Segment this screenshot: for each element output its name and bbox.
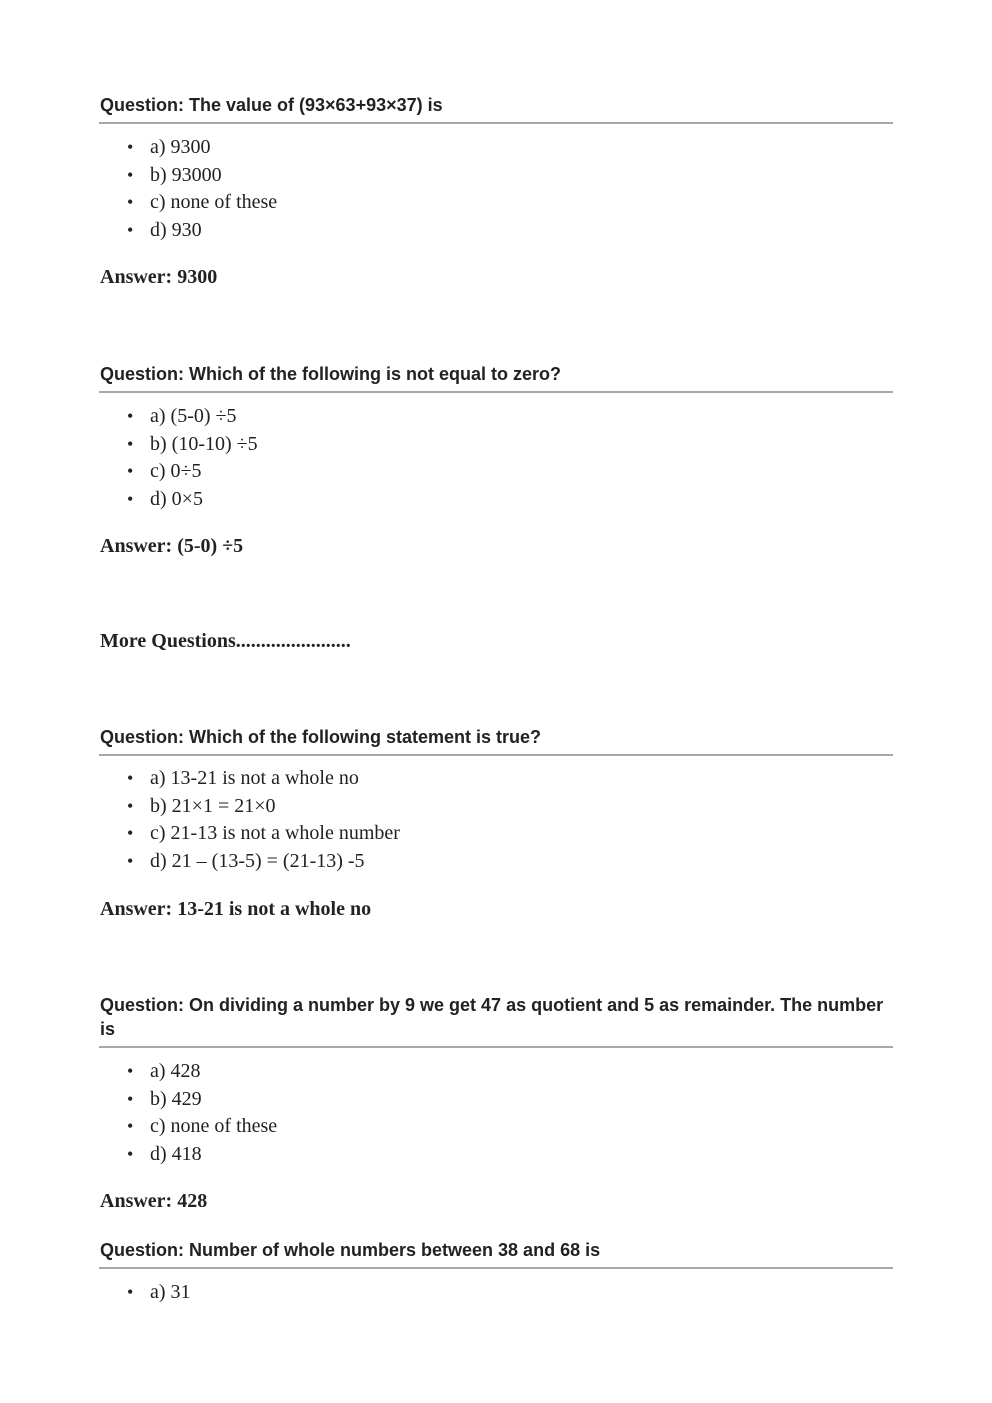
options-list [100, 403, 258, 514]
option-text: b) (10-10) ÷5 [150, 432, 258, 455]
option-text: d) 0×5 [150, 488, 203, 511]
bullet-icon: • [127, 1282, 134, 1302]
question-heading: Question: Which of the following is not equal to zero? [100, 364, 561, 384]
option-text: c) none of these [150, 191, 278, 214]
options-list [100, 1058, 277, 1169]
bullet-icon: • [127, 1116, 134, 1137]
bullet-icon: • [127, 489, 134, 510]
option-text: a) 428 [150, 1060, 201, 1082]
option-text: b) 93000 [150, 163, 222, 186]
option-text: c) 21-13 is not a whole number [150, 822, 400, 845]
option-text: b) 21×1 = 21×0 [150, 794, 276, 817]
option-item [100, 820, 400, 848]
more-questions-heading: More Questions....................... [100, 630, 351, 652]
option-item [100, 1058, 277, 1086]
answer-text: Answer: 9300 [100, 266, 218, 288]
bullet-icon: • [127, 1061, 134, 1081]
option-item [100, 486, 258, 514]
option-item [100, 134, 277, 162]
option-item [100, 403, 258, 431]
option-text: c) 0÷5 [150, 460, 202, 483]
option-item [100, 1141, 277, 1169]
option-item [100, 765, 400, 793]
option-text: d) 418 [150, 1143, 202, 1166]
bullet-icon: • [127, 1144, 134, 1165]
option-item [100, 431, 258, 459]
option-item [100, 848, 400, 876]
answer-text: Answer: 428 [100, 1190, 208, 1212]
options-list [100, 1279, 191, 1307]
option-item [100, 1086, 277, 1114]
question-heading: Question: Number of whole numbers between 38 and 68 is [100, 1240, 601, 1260]
divider [99, 1267, 893, 1269]
option-text: a) (5-0) ÷5 [150, 405, 237, 427]
option-text: d) 21 – (13-5) = (21-13) -5 [150, 850, 365, 873]
bullet-icon: • [127, 137, 134, 157]
bullet-icon: • [127, 406, 134, 426]
option-item [100, 1279, 191, 1307]
bullet-icon: • [127, 1088, 134, 1109]
option-item [100, 793, 400, 821]
bullet-icon: • [127, 192, 134, 213]
option-text: d) 930 [150, 219, 202, 242]
option-item [100, 162, 277, 190]
bullet-icon: • [127, 851, 134, 872]
divider [99, 122, 893, 124]
option-item [100, 189, 277, 217]
options-list [100, 134, 277, 245]
option-item [100, 458, 258, 486]
option-text: c) none of these [150, 1115, 278, 1138]
bullet-icon: • [127, 795, 134, 816]
option-item [100, 1113, 277, 1141]
option-text: a) 13-21 is not a whole no [150, 767, 359, 789]
question-heading: Question: Which of the following statement is true? [100, 727, 541, 747]
divider [99, 1046, 893, 1048]
bullet-icon: • [127, 164, 134, 185]
options-list [100, 765, 400, 876]
answer-text: Answer: 13-21 is not a whole no [100, 898, 372, 920]
question-heading: Question: On dividing a number by 9 we get 47 as quotient and 5 as remainder. The number is [100, 995, 884, 1039]
bullet-icon: • [127, 461, 134, 482]
option-text: a) 31 [150, 1281, 191, 1303]
answer-text: Answer: (5-0) ÷5 [100, 535, 244, 557]
bullet-icon: • [127, 768, 134, 788]
option-text: b) 429 [150, 1087, 202, 1110]
divider [99, 754, 893, 756]
bullet-icon: • [127, 823, 134, 844]
option-item [100, 217, 277, 245]
bullet-icon: • [127, 433, 134, 454]
bullet-icon: • [127, 220, 134, 241]
question-heading: Question: The value of (93×63+93×37) is [100, 95, 443, 115]
divider [99, 391, 893, 393]
option-text: a) 9300 [150, 136, 211, 158]
